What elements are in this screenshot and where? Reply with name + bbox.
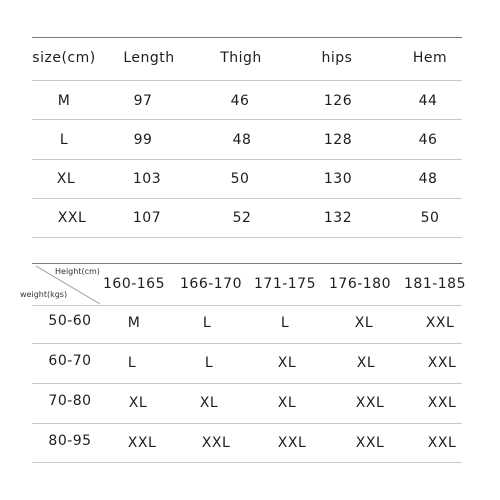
weight-range-label: 50-60 xyxy=(48,313,92,329)
size-table-cell: 130 xyxy=(323,171,353,187)
fit-size-cell: XXL xyxy=(427,355,457,371)
fit-size-cell: XXL xyxy=(427,395,457,411)
fit-size-cell: L xyxy=(204,355,214,371)
weight-range-label: 60-70 xyxy=(48,353,92,369)
size-table-cell: 132 xyxy=(323,210,353,226)
fit-size-cell: XL xyxy=(199,395,219,411)
size-table-cell: 50 xyxy=(420,210,440,226)
weight-range-label: 80-95 xyxy=(48,433,92,449)
size-table-cell: 103 xyxy=(132,171,162,187)
size-table-cell: L xyxy=(59,132,69,148)
size-table-header: hips xyxy=(321,50,353,66)
size-table-header: Hem xyxy=(412,50,448,66)
fit-size-cell: XL xyxy=(128,395,148,411)
size-table-cell: 126 xyxy=(323,93,353,109)
size-table-cell: 46 xyxy=(230,93,250,109)
size-table-cell: 99 xyxy=(133,132,153,148)
size-table-header: size(cm) xyxy=(32,50,96,66)
size-table-cell: 48 xyxy=(418,171,438,187)
height-range-header: 176-180 xyxy=(329,276,391,292)
size-table-cell: 97 xyxy=(133,93,153,109)
fit-size-cell: XL xyxy=(354,315,374,331)
height-range-header: 171-175 xyxy=(254,276,316,292)
fit-size-cell: XXL xyxy=(355,435,385,451)
size-table-cell: 48 xyxy=(232,132,252,148)
size-table-cell: M xyxy=(57,93,71,109)
height-range-header: 160-165 xyxy=(103,276,165,292)
height-range-header: 166-170 xyxy=(180,276,242,292)
fit-size-cell: XL xyxy=(356,355,376,371)
fit-size-cell: L xyxy=(202,315,212,331)
fit-size-cell: M xyxy=(127,315,141,331)
size-table-cell: 107 xyxy=(132,210,162,226)
fit-size-cell: XXL xyxy=(427,435,457,451)
fit-size-cell: XXL xyxy=(425,315,455,331)
size-table-cell: 44 xyxy=(418,93,438,109)
height-range-header: 181-185 xyxy=(404,276,466,292)
size-table-header: Thigh xyxy=(220,50,262,66)
fit-size-cell: XXL xyxy=(355,395,385,411)
size-table-cell: XXL xyxy=(57,210,87,226)
size-table-cell: 52 xyxy=(232,210,252,226)
fit-size-cell: XXL xyxy=(201,435,231,451)
fit-size-cell: XL xyxy=(277,355,297,371)
weight-axis-label: weight(kgs) xyxy=(20,290,68,299)
size-table-cell: 46 xyxy=(418,132,438,148)
fit-size-cell: XL xyxy=(277,395,297,411)
size-table-cell: 50 xyxy=(230,171,250,187)
fit-size-cell: L xyxy=(280,315,290,331)
size-table-cell: 128 xyxy=(323,132,353,148)
height-axis-label: Height(cm) xyxy=(55,267,100,276)
weight-range-label: 70-80 xyxy=(48,393,92,409)
fit-size-cell: L xyxy=(127,355,137,371)
size-table-header: Length xyxy=(123,50,175,66)
fit-size-cell: XXL xyxy=(277,435,307,451)
size-table-cell: XL xyxy=(56,171,76,187)
fit-size-cell: XXL xyxy=(127,435,157,451)
